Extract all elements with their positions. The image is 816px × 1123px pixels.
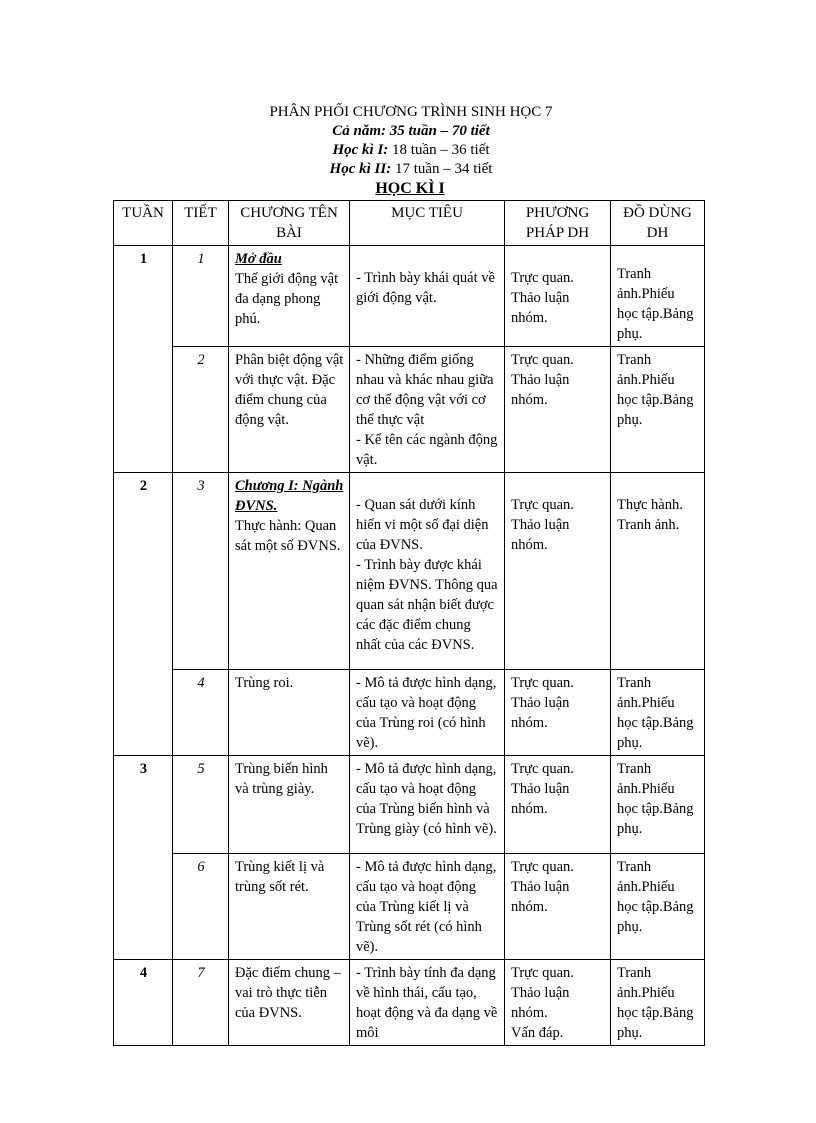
chapter-title: Mở đầu (235, 251, 282, 267)
method: Thảo luận nhóm. (511, 517, 570, 553)
lesson-name: Phân biệt động vật với thực vật. Đặc điểm chung của động vật. (235, 352, 344, 428)
semester1-label: Học kì I: (332, 142, 389, 158)
method: Thảo luận nhóm. (511, 879, 570, 915)
document-title: PHÂN PHỐI CHƯƠNG TRÌNH SINH HỌC 7 (269, 104, 553, 120)
methods-cell (505, 960, 611, 1046)
objectives-cell (350, 347, 505, 473)
method: Thảo luận nhóm. (511, 372, 570, 408)
method: Thảo luận nhóm. (511, 781, 570, 817)
lesson-cell: 3 (173, 473, 229, 670)
tools-cell: Tranh ảnh.Phiếu học tập.Bảng phụ. (611, 960, 705, 1046)
table-row (114, 246, 705, 347)
chapter-title: Chương I: Ngành ĐVNS. (235, 478, 344, 514)
table-row (114, 854, 705, 960)
lesson-name-cell (229, 854, 350, 960)
method: Trực quan. (511, 352, 574, 368)
method: Trực quan. (511, 675, 574, 691)
curriculum-table (113, 200, 705, 1046)
lesson-name-cell (229, 246, 350, 347)
methods-cell (505, 756, 611, 854)
objective: - Mô tả được hình dạng, cấu tạo và hoạt động của Trùng roi (có hình vẽ). (356, 675, 497, 751)
objectives-cell (350, 960, 505, 1046)
table-row (114, 473, 705, 670)
week-cell: 4 (114, 960, 173, 1046)
objective: - Mô tả được hình dạng, cấu tạo và hoạt động của Trùng kiết lị và Trùng sốt rét (có hình vẽ). (356, 859, 497, 955)
method: Trực quan. (511, 270, 574, 286)
week-cell: 1 (114, 246, 173, 473)
method: Thảo luận nhóm. (511, 290, 570, 326)
year-summary: Cả năm: 35 tuần – 70 tiết (332, 123, 490, 139)
tools-cell: Thực hành. Tranh ảnh. (611, 473, 705, 670)
semester2-value: 17 tuần – 34 tiết (394, 161, 493, 177)
methods-cell (505, 473, 611, 670)
lesson-name: Thế giới động vật đa dạng phong phú. (235, 271, 339, 327)
objective: - Trình bày tính đa dạng về hình thái, cấu tạo, hoạt động và đa dạng về môi (356, 965, 498, 1041)
lesson-name: Đặc điểm chung – vai trò thực tiễn của ĐVNS. (235, 965, 341, 1021)
tools-cell: Tranh ảnh.Phiếu học tập.Bảng phụ. (611, 670, 705, 756)
method: Thảo luận nhóm. (511, 985, 570, 1021)
lesson-name: Trùng biến hình và trùng giày. (235, 761, 328, 797)
method: Trực quan. (511, 965, 574, 981)
method: Trực quan. (511, 761, 574, 777)
objectives-cell (350, 854, 505, 960)
objectives-cell (350, 473, 505, 670)
lesson-cell: 4 (173, 670, 229, 756)
lesson-name-cell (229, 756, 350, 854)
objective: - Kể tên các ngành động vật. (356, 432, 498, 468)
method: Thảo luận nhóm. (511, 695, 570, 731)
methods-cell (505, 246, 611, 347)
methods-cell (505, 347, 611, 473)
lesson-name-cell (229, 347, 350, 473)
tools-cell: Tranh ảnh.Phiếu học tập.Bảng phụ. (611, 347, 705, 473)
semester2-summary (0, 160, 816, 179)
lesson-cell: 7 (173, 960, 229, 1046)
tools-cell: Tranh ảnh.Phiếu học tập.Bảng phụ. (611, 756, 705, 854)
document-header (0, 103, 816, 198)
column-header-tools: ĐỒ DÙNG DH (611, 201, 705, 246)
lesson-name: Trùng kiết lị và trùng sốt rét. (235, 859, 325, 895)
objectives-cell (350, 756, 505, 854)
semester2-label: Học kì II: (329, 161, 392, 177)
method: Vấn đáp. (511, 1025, 564, 1041)
lesson-name-cell (229, 670, 350, 756)
lesson-name-cell (229, 473, 350, 670)
tools-cell: Tranh ảnh.Phiếu học tập.Bảng phụ. (611, 854, 705, 960)
lesson-cell: 1 (173, 246, 229, 347)
semester1-value: 18 tuần – 36 tiết (392, 142, 490, 158)
column-header-objectives: MỤC TIÊU (350, 201, 505, 246)
week-cell: 2 (114, 473, 173, 756)
lesson-name-cell (229, 960, 350, 1046)
tools-cell: Tranh ảnh.Phiếu học tập.Bảng phụ. (611, 246, 705, 347)
lesson-cell: 6 (173, 854, 229, 960)
objectives-cell (350, 670, 505, 756)
lesson-cell: 5 (173, 756, 229, 854)
column-header-chapter: CHƯƠNG TÊN BÀI (229, 201, 350, 246)
objective: - Quan sát dưới kính hiển vi một số đại diện của ĐVNS. (356, 497, 489, 553)
table-header-row (114, 201, 705, 246)
objective: - Những điểm giống nhau và khác nhau giữa cơ thể động vật với cơ thể thực vật (356, 352, 494, 428)
methods-cell (505, 670, 611, 756)
lesson-cell: 2 (173, 347, 229, 473)
method: Trực quan. (511, 497, 574, 513)
column-header-lesson: TIẾT (173, 201, 229, 246)
table-row (114, 670, 705, 756)
methods-cell (505, 854, 611, 960)
lesson-name: Trùng roi. (235, 675, 294, 691)
table-row (114, 960, 705, 1046)
objectives-cell (350, 246, 505, 347)
week-cell: 3 (114, 756, 173, 960)
method: Trực quan. (511, 859, 574, 875)
column-header-methods: PHƯƠNG PHÁP DH (505, 201, 611, 246)
objective: - Trình bày khái quát về giới động vật. (356, 270, 495, 306)
semester1-summary (0, 141, 816, 160)
column-header-week: TUẦN (114, 201, 173, 246)
lesson-name: Thực hành: Quan sát một số ĐVNS. (235, 518, 341, 554)
table-row (114, 347, 705, 473)
table-row (114, 756, 705, 854)
objective: - Mô tả được hình dạng, cấu tạo và hoạt động của Trùng biến hình và Trùng giày (có hình vẽ). (356, 761, 497, 837)
objective: - Trình bày được khái niệm ĐVNS. Thông qua quan sát nhận biết được các đặc điểm chung nhất của các ĐVNS. (356, 557, 498, 653)
section-heading: HỌC KÌ I (375, 180, 445, 197)
